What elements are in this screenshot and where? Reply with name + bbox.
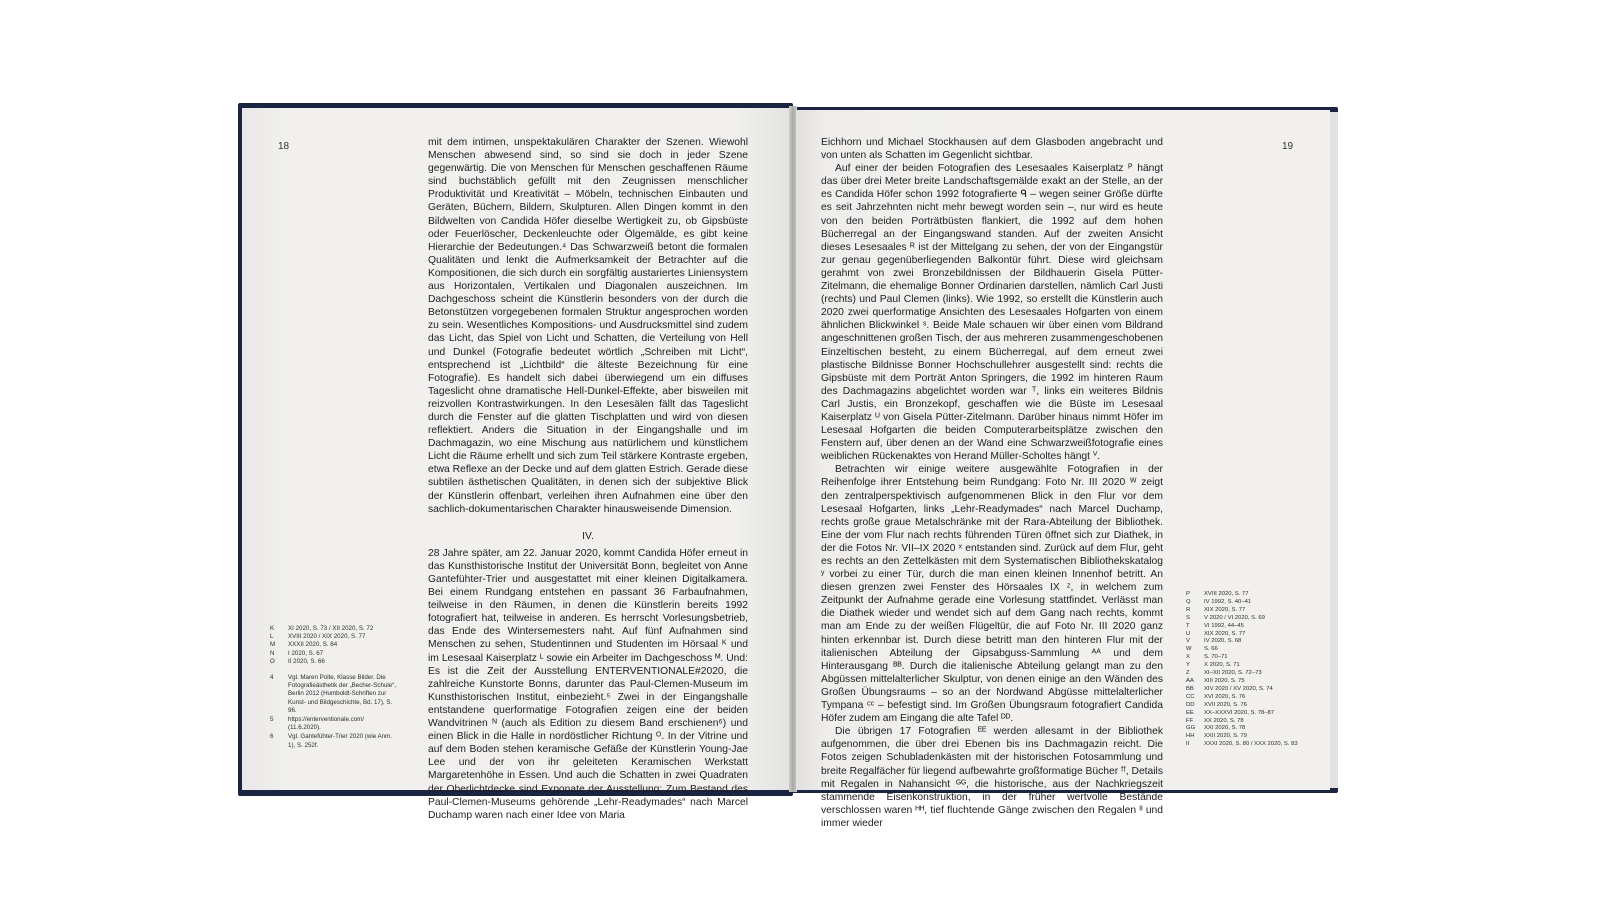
left-paragraph-1: mit dem intimen, unspektakulären Charakter der Szenen. Wiewohl Menschen abwesend sind, so sind sie doch in jeder Szene gegenwärtig. Die von Menschen für Menschen geschaffenen Räume sind buchstäblich gefüllt mit den Zeugnissen menschlicher Produktivität und Kreativität – Möbeln, technischen Einbauten und Geräten, Büchern, Bildern, Skulpturen. Allen Dingen kommt in den Bildwelten von Candida Höfer dieselbe Wertigkeit zu, ob Gipsbüste oder Feuerlöscher, Deckenleuchte oder Ölgemälde, es gibt keine Hierarchie der Bedeutungen.⁴ Das Schwarzweiß betont die formalen Qualitäten und lenkt die Aufmerksamkeit der Betrachter auf die Kompositionen, die sich durch ein sorgfältig austariertes Liniensystem aus Horizontalen, Vertikalen und Diagonalen auszeichnen. Im Dachgeschoss scheint die Künstlerin besonders von der durch die Betonstützen vorgegebenen formalen Struktur angesprochen worden zu sein. Wesentliches Kompositions- und Ausdrucksmittel sind zudem das Licht, das Spiel von Licht und Schatten, die Verteilung von Hell und Dunkel (Fotografie bedeutet wörtlich „Schreiben mit Licht“, entsprechend ist „Lichtbild“ die älteste Bezeichnung für eine Fotografie). Es handelt sich dabei überwiegend um ein diffuses Tageslicht ohne dramatische Hell-Dunkel-Effekte, aber bisweilen mit reizvollen Kontrastwirkungen. In den Lesesälen fällt das Tageslicht durch die Fenster auf die glatten Tischplatten und wird von diesen reflektiert. Anders die Situation in der Eingangshalle und im Dachmagazin, wo eine Mischung aus natürlichem und künstlichem Licht die Räume erhellt und sich zum Teil stärkere Kontraste ergeben, etwa Reflexe an der Decke und auf dem glatten Estrich. Gerade diese subtilen ästhetischen Qualitäten, in denen sich der subjektive Blick der Künstlerin offenbart, verleihen ihren Aufnahmen eine über den sachlich-dokumentarischen Charakter hinausweisende Dimension.	[428, 137, 748, 515]
margin-ref: R XIX 2020, S. 77	[1186, 606, 1246, 613]
footnote: 6 Vgl. Gantefühter-Trier 2020 (wie Anm. 1), S. 252f.	[270, 733, 392, 749]
right-paragraph-3: Betrachten wir einige weitere ausgewählte Fotografien in der Reihenfolge ihrer Entstehung beim Rundgang: Foto Nr. III 2020 ᵂ zeigt den zentralperspektivisch aufgenommenen Blick in den Flur vor dem Lesesaal Hofgarten, links „Lehr-Readymades“ nach Marcel Duchamp, rechts große graue Metalschränke mit der Rara-Abteilung der Bibliothek. Eine der vom Flur nach rechts führenden Türen öffnet sich zur Diathek, in der die Fotos Nr. VII–IX 2020 ˣ entstanden sind. Zurück auf dem Flur, geht es rechts an den Zettelkästen mit dem Systematischen Bibliothekskatalog ʸ vorbei zu einer Tür, durch die man einen kleinen Innenhof betritt. An diesen grenzen zwei Fenster des Hörsaales IX ᶻ, in welchem zum Zeitpunkt der Aufnahme gerade eine Vorlesung stattfindet. Verlässt man die Diathek wieder und wendet sich auf dem Gang nach rechts, kommt man am Ende zu der weißen Flügeltür, die auf Foto Nr. III 2020 ganz hinten erkennbar ist. Durch diese betritt man den hinteren Flur mit der italienischen Abteilung der Gipsabguss-Sammlung ᴬᴬ und dem Hinterausgang ᴮᴮ. Durch die italienische Abteilung gelangt man zu den Abgüssen mittelalterlicher Skulptur, von denen einige an den Wänden des Großen Übungsraums – so an der Nordwand Abgüsse mittelalterlicher Tympana ᶜᶜ – befestigt sind. Im Großen Übungsraum fotografiert Candida Höfer zudem am Eingang die alte Tafel ᴰᴰ.	[821, 464, 1163, 725]
left-main-column	[428, 136, 748, 822]
page-number-left: 18	[278, 141, 290, 152]
margin-ref: U XIX 2020, S. 77	[1186, 630, 1246, 637]
margin-ref: BB XIV 2020 / XV 2020, S. 74	[1186, 685, 1273, 692]
margin-ref: S V 2020 / VI 2020, S. 69	[1186, 614, 1265, 621]
margin-ref: Z XI–XII 2020, S. 72–73	[1186, 670, 1262, 677]
margin-ref: V IV 2020, S. 68	[1186, 638, 1242, 645]
right-paragraph-1: Eichhorn und Michael Stockhausen auf dem Glasboden angebracht und von unten als Schatten im Gegenlicht sichtbar.	[821, 137, 1163, 162]
margin-ref: EE XX–XXXVI 2020, S. 78–87	[1186, 709, 1275, 716]
margin-ref: T VI 1992, 44–45	[1186, 622, 1244, 629]
margin-ref: CC XVI 2020, S. 76	[1186, 693, 1246, 700]
margin-ref: X S. 70–71	[1186, 654, 1228, 661]
left-page	[242, 108, 790, 821]
margin-ref: Q IV 1992, S. 40–41	[1186, 598, 1252, 605]
margin-ref: O II 2020, S. 66	[270, 657, 325, 665]
page-edges	[1330, 112, 1338, 788]
margin-ref: K XI 2020, S. 73 / XII 2020, S. 72	[270, 625, 374, 632]
right-main-column	[821, 136, 1163, 830]
margin-ref: L XVIII 2020 / XIX 2020, S. 77	[270, 633, 366, 641]
section-heading: IV.	[582, 530, 594, 542]
left-footnotes	[270, 674, 398, 750]
left-paragraph-2: 28 Jahre später, am 22. Januar 2020, kommt Candida Höfer erneut in das Kunsthistorische Institut der Universität Bonn, begleitet von Anne Gantefühter-Trier und ausgestattet mit einer kleinen Digitalkamera. Bei einem Rundgang entstehen en passant 36 Farbaufnahmen, teilweise in den Räumen, in denen die Künstlerin bereits 1992 fotografiert hat, teilweise in anderen. Es herrscht Vorlesungsbetrieb, das Ende des Wintersemesters naht. Auf fünf Aufnahmen sind Menschen zu sehen, Studentinnen und Studenten im Hörsaal ᴷ und im Lesesaal Kaiserplatz ᴸ sowie ein Arbeiter im Dachgeschoss ᴹ. Und: Es ist die Zeit der Ausstellung ENTERVENTIONALE#2020, die zahlreiche Kunstorte Bonns, darunter das Paul-Clemen-Museum im Kunsthistorischen Institut, einbezieht.⁵ Zwei in der Eingangshalle entstandene querformatige Fotografien zeigen eine der beiden Wandvitrinen ᴺ (auch als Edition zu diesem Band erschienen⁶) und einen Blick in die Halle in nordöstlicher Richtung ᴼ. In der Vitrine und auf dem Boden stehen keramische Gefäße der Künstlerin Young-Jae Lee und der von ihr geleiteten Keramischen Werkstatt Margaretenhöhe in Essen. Und auch die Schatten in zwei Quadraten der Oberlichtdecke sind Exponate der Ausstellung: Zum Bestand des Paul-Clemen-Museums gehörende „Lehr-Readymades“ nach Marcel Duchamp waren nach einer Idee von Maria	[428, 547, 748, 821]
right-page	[796, 110, 1330, 829]
right-paragraph-4: Die übrigen 17 Fotografien ᴱᴱ werden allesamt in der Bibliothek aufgenommen, die über drei Ebenen bis ins Dachmagazin reicht. Die Fotos zeigen Schubladenkästen mit der historischen Fotosammlung und breite Regalfächer für liegend aufbewahrte großformatige Bücher ᶠᶠ, Details mit Regalen in Nahansicht ᴳᴳ, die historische, aus der Nachkriegszeit stammende Eisenkonstruktion, in der früher wertvolle Bestände verschlossen waren ᴴᴴ, tief fluchtende Gänge zwischen den Regalen ᴵᴵ und immer wieder	[821, 726, 1163, 829]
right-margin-notes	[1186, 591, 1318, 749]
left-margin-notes	[270, 625, 398, 751]
margin-ref: II XXXI 2020, S. 80 / XXX 2020, S. 83	[1186, 741, 1298, 748]
margin-ref: DD XVII 2020, S. 76	[1186, 701, 1247, 708]
margin-ref: N I 2020, S. 67	[270, 649, 324, 657]
footnote: 4 Vgl. Maren Polte, Klasse Bilder. Die Fotografieästhetik der „Becher-Schule“, Berlin 2012 (Humboldt-Schriften zur Kunst- und Bildgeschichte, Bd. 17), S. 96.	[270, 674, 396, 714]
margin-ref: P XVIII 2020, S. 77	[1186, 591, 1249, 597]
left-margin-refs	[270, 625, 398, 666]
margin-ref: M XXXII 2020, S. 84	[270, 641, 338, 649]
page-number-right: 19	[1282, 141, 1294, 152]
footnote: 5 https://enterventionale.com/ (11.6.2020).	[270, 716, 365, 732]
margin-ref: AA XIII 2020, S. 75	[1186, 677, 1245, 684]
margin-ref: FF XX 2020, S. 78	[1186, 717, 1244, 724]
margin-ref: GG XXI 2020, S. 78	[1186, 725, 1246, 732]
margin-ref: HH XXII 2020, S. 79	[1186, 733, 1247, 740]
margin-ref: Y X 2020, S. 71	[1186, 662, 1240, 669]
right-paragraph-2: Auf einer der beiden Fotografien des Lesesaales Kaiserplatz ᴾ hängt das über drei Meter breite Landschaftsgemälde exakt an der Stelle, an der es Candida Höfer schon 1992 fotografierte ᑫ – wegen seiner Größe dürfte es seit Jahrzehnten nicht mehr bewegt worden sein –, nur wird es heute von den beiden Porträtbüsten flankiert, die 1992 auf dem hohen Bücherregal an der Eingangswand standen. Auf der zweiten Ansicht dieses Lesesaales ᴿ ist der Mittelgang zu sehen, der von der Eingangstür zur genau gegenüberliegenden Balkontür führt. Diese wird gleichsam gerahmt von zwei Bronzebildnissen der Bildhauerin Gisela Pütter-Zitelmann, die ehemalige Bonner Ordinarien darstellen, nämlich Carl Justi (rechts) und Paul Clemen (links). Wie 1992, so erstellt die Künstlerin auch 2020 zwei querformatige Ansichten des Lesesaales Hofgarten von einem ähnlichen Blickwinkel ˢ. Beide Male schauen wir über einen vom Bildrand angeschnittenen großen Tisch, der aus mehreren zusammengeschobenen Einzeltischen besteht, zu einem Bücherregal, auf dem erneut zwei plastische Bildnisse Bonner Hochschullehrer ausgestellt sind: rechts die Gipsbüste mit dem Porträt Anton Springers, die 1992 im hinteren Raum des Dachmagazins abgelichtet worden war ᵀ, links ein weiteres Bildnis Carl Justis, ein Bronzekopf, geschaffen wie die Büste im Lesesaal Kaiserplatz ᵁ von Gisela Pütter-Zitelmann. Darüber hinaus nimmt Höfer im Lesesaal Hofgarten die beiden Computerarbeitsplätze zwischen den Fenstern auf, über denen an der Wand eine Schwarzweißfotografie eines weiblichen Rückenaktes von Herand Müller-Scholtes hängt ⱽ.	[821, 163, 1163, 463]
margin-ref: W S. 66	[1186, 646, 1218, 653]
